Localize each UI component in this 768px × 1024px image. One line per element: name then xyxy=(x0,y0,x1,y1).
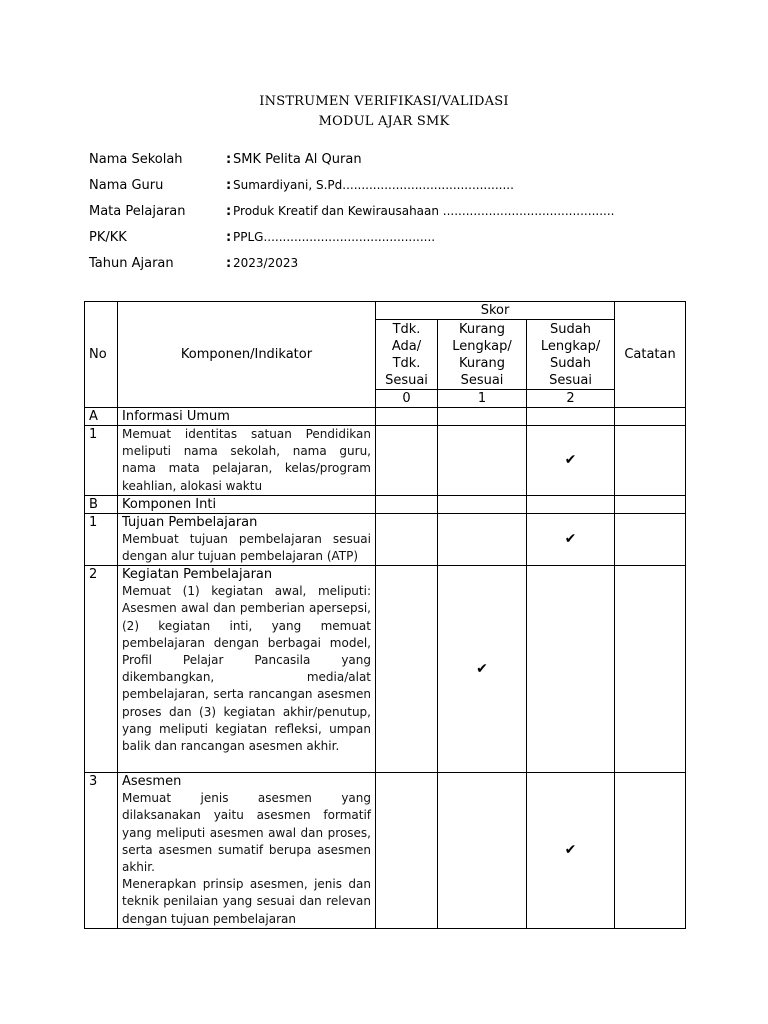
table-row xyxy=(85,566,686,773)
section-code: A xyxy=(85,408,118,426)
empty-cell xyxy=(527,495,615,513)
header-line: Sesuai xyxy=(385,372,428,388)
info-value-subject: Produk Kreatif dan Kewirausahaan ............................................. xyxy=(233,204,615,218)
table-row xyxy=(85,773,686,929)
check-icon: ✔ xyxy=(564,451,577,468)
item-cell xyxy=(118,773,376,929)
info-label: Tahun Ajaran xyxy=(89,256,174,271)
info-label: Nama Sekolah xyxy=(89,152,183,167)
info-value-teacher: Sumardiyani, S.Pd............................................. xyxy=(233,178,514,192)
info-row-teacher xyxy=(89,178,614,204)
header-komponen: Komponen/Indikator xyxy=(118,302,376,408)
empty-cell xyxy=(438,495,527,513)
header-score-2 xyxy=(527,320,615,390)
info-colon: : xyxy=(226,178,232,193)
info-colon: : xyxy=(226,152,232,167)
header-line: Sudah xyxy=(550,355,591,371)
item-description: Memuat identitas satuan Pendidikan meliputi nama sekolah, nama guru, nama mata pelajaran, kelas/program keahlian, alokasi waktu xyxy=(118,426,376,496)
header-line: Sesuai xyxy=(460,372,504,388)
info-colon: : xyxy=(226,230,232,245)
header-line: Lengkap/ xyxy=(452,338,512,354)
info-row-year xyxy=(89,256,614,282)
item-no: 2 xyxy=(85,566,118,773)
item-description: Memuat (1) kegiatan awal, meliputi: Asesmen awal dan pemberian apersepsi, (2) kegiatan inti, yang memuat pembelajaran dengan berbagai model, Profil Pelajar Pancasila yang dikembangkan, media/alat pembelajaran, serta rancangan asesmen proses dan (3) kegiatan akhir/penutup, yang meliputi kegiatan refleksi, umpan balik dan rancangan asesmen akhir. xyxy=(122,584,371,754)
header-line: Kurang xyxy=(459,355,505,371)
score-cell-1 xyxy=(438,513,527,565)
item-description: Memuat jenis asesmen yang dilaksanakan yaitu asesmen formatif yang meliputi asesmen awal dan proses, serta asesmen sumatif berupa asesmen akhir. xyxy=(122,791,371,875)
check-icon: ✔ xyxy=(476,660,488,677)
item-no: 1 xyxy=(85,426,118,496)
section-row xyxy=(85,408,686,426)
table-row xyxy=(85,426,686,496)
empty-cell xyxy=(615,408,686,426)
score-cell-2 xyxy=(527,513,615,565)
section-title: Komponen Inti xyxy=(118,495,376,513)
item-cell xyxy=(118,513,376,565)
header-score-value-0: 0 xyxy=(376,390,438,408)
item-title: Asesmen xyxy=(122,774,182,790)
header-line: Lengkap/ xyxy=(540,338,601,354)
info-label: Nama Guru xyxy=(89,178,164,193)
score-cell-0 xyxy=(376,566,438,773)
header-line: Kurang xyxy=(459,321,505,337)
score-cell-0 xyxy=(376,513,438,565)
header-score-value-2: 2 xyxy=(527,390,615,408)
document-subtitle: MODUL AJAR SMK xyxy=(318,114,450,129)
header-no: No xyxy=(85,302,118,408)
header-catatan: Catatan xyxy=(615,302,686,408)
catatan-cell xyxy=(615,566,686,773)
check-icon: ✔ xyxy=(564,842,577,859)
header-line: Sesuai xyxy=(549,372,592,388)
score-cell-0 xyxy=(376,773,438,929)
header-line: Tdk. xyxy=(392,355,421,371)
info-label: PK/KK xyxy=(89,230,127,245)
info-row-school xyxy=(89,152,614,178)
header-line: Tdk. xyxy=(392,321,421,337)
header-score-value-1: 1 xyxy=(438,390,527,408)
section-row xyxy=(85,495,686,513)
item-no: 3 xyxy=(85,773,118,929)
document-title: INSTRUMEN VERIFIKASI/VALIDASI xyxy=(259,94,509,109)
header-line: Sudah xyxy=(550,321,591,337)
item-description: Membuat tujuan pembelajaran sesuai dengan alur tujuan pembelajaran (ATP) xyxy=(122,531,371,564)
info-value-year: 2023/2023 xyxy=(233,256,299,270)
empty-cell xyxy=(615,495,686,513)
section-code: B xyxy=(85,495,118,513)
check-icon: ✔ xyxy=(564,531,577,548)
score-cell-2 xyxy=(527,566,615,773)
empty-cell xyxy=(438,408,527,426)
info-colon: : xyxy=(226,204,232,219)
info-value-school: SMK Pelita Al Quran xyxy=(233,152,362,167)
score-cell-0 xyxy=(376,426,438,496)
score-cell-1 xyxy=(438,566,527,773)
header-score-1 xyxy=(438,320,527,390)
info-row-subject xyxy=(89,204,614,230)
score-cell-2 xyxy=(527,773,615,929)
catatan-cell xyxy=(615,426,686,496)
item-title: Kegiatan Pembelajaran xyxy=(122,567,273,583)
item-cell xyxy=(118,566,376,773)
item-description-2: Menerapkan prinsip asesmen, jenis dan teknik penilaian yang sesuai dan relevan dengan tujuan pembelajaran xyxy=(122,877,371,926)
section-title: Informasi Umum xyxy=(118,408,376,426)
verification-table xyxy=(84,301,686,929)
item-title: Tujuan Pembelajaran xyxy=(122,514,258,530)
catatan-cell xyxy=(615,513,686,565)
score-cell-2 xyxy=(527,426,615,496)
catatan-cell xyxy=(615,773,686,929)
empty-cell xyxy=(376,495,438,513)
identity-block xyxy=(89,152,614,282)
empty-cell xyxy=(527,408,615,426)
info-label: Mata Pelajaran xyxy=(89,204,186,219)
score-cell-1 xyxy=(438,426,527,496)
empty-cell xyxy=(376,408,438,426)
item-no: 1 xyxy=(85,513,118,565)
info-row-program xyxy=(89,230,614,256)
header-skor: Skor xyxy=(376,302,615,320)
info-value-program: PPLG............................................. xyxy=(233,230,436,244)
table-row xyxy=(85,513,686,565)
score-cell-1 xyxy=(438,773,527,929)
info-colon: : xyxy=(226,256,232,271)
header-line: Ada/ xyxy=(391,338,422,354)
header-score-0 xyxy=(376,320,438,390)
